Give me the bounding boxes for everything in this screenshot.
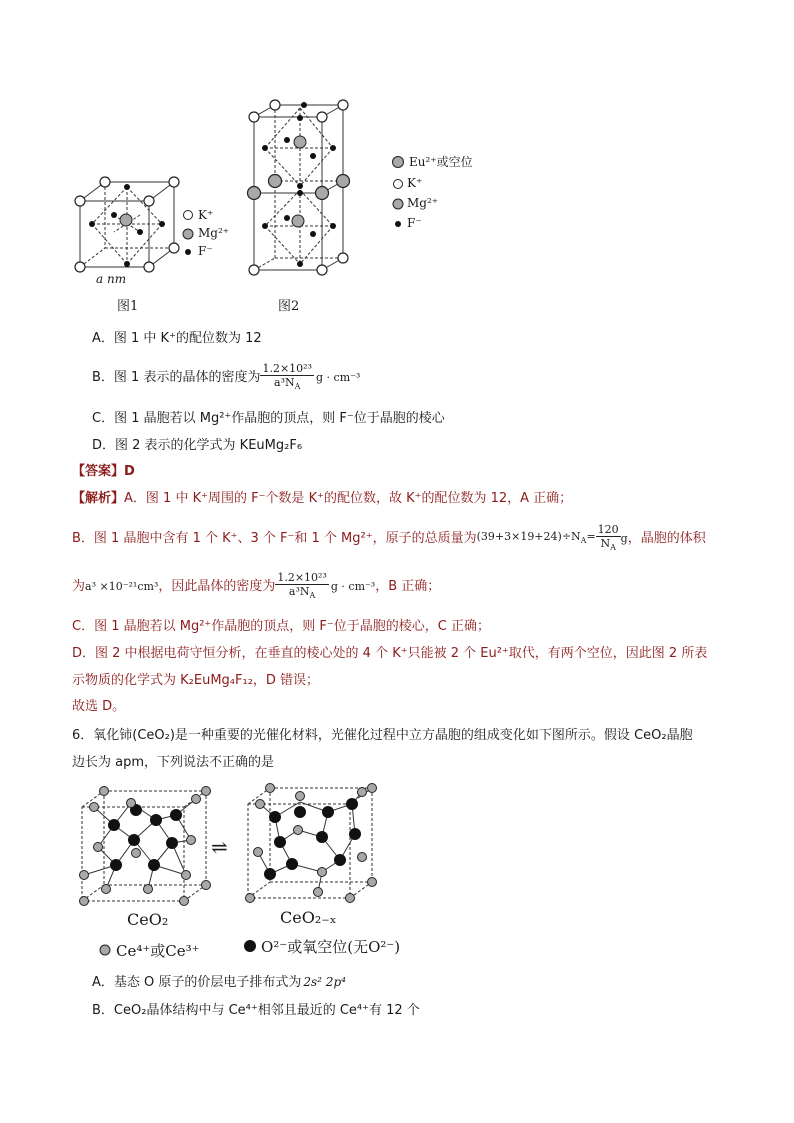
analysis-b2-volume: a³ ×10⁻²¹cm³ — [85, 580, 159, 593]
analysis-b1-denominator: N — [600, 537, 611, 551]
option-b-denominator-sub: A — [294, 382, 301, 392]
legend-k-label: K⁺ — [198, 208, 214, 222]
answer-line — [72, 463, 135, 481]
q6-option-a-config: 2s² 2p⁴ — [303, 975, 346, 989]
analysis-b1-fraction — [596, 523, 621, 554]
legend-eu-label: Eu²⁺或空位 — [409, 155, 473, 169]
answer-value: D — [124, 464, 135, 479]
figure-1-caption: 图1 — [117, 299, 139, 314]
analysis-b1-numerator: 120 — [597, 523, 619, 537]
analysis-b2-denominator-sub: A — [309, 591, 316, 601]
q6-option-a — [92, 973, 346, 992]
option-b-fraction — [260, 362, 314, 393]
legend-mg-label: Mg²⁺ — [198, 226, 230, 240]
analysis-line-b1 — [72, 520, 706, 558]
option-b — [92, 358, 360, 398]
equilibrium-arrow: ⇌ — [211, 835, 228, 859]
analysis-b1-unit: g — [620, 532, 628, 545]
figure-2-crystal-cell — [245, 98, 360, 278]
figure-2-legend — [391, 154, 491, 236]
analysis-line-d2: 示物质的化学式为 K₂EuMg₄F₁₂，D 错误； — [72, 673, 320, 688]
figure-2-caption: 图2 — [278, 299, 300, 314]
ce-legend — [98, 938, 200, 962]
analysis-b2-numerator: 1.2×10²³ — [277, 571, 327, 585]
analysis-a-text: A．图 1 中 K⁺周围的 F⁻个数是 K⁺的配位数，故 K⁺的配位数为 12，A 正确； — [124, 491, 573, 506]
analysis-b1-expr-sub: A — [580, 536, 587, 546]
analysis-line-d1: D．图 2 中根据电荷守恒分析，在垂直的棱心处的 4 个 K⁺只能被 2 个 Eu²⁺取代，有两个空位，因此图 2 所表 — [72, 646, 708, 661]
figure-1-edge-label: a nm — [96, 272, 127, 286]
analysis-b2-prefix: 为 — [72, 579, 86, 594]
analysis-b2-unit: g · cm⁻³ — [330, 580, 376, 593]
figure-1-legend — [182, 208, 242, 262]
analysis-b1-expr-wrap — [477, 528, 596, 550]
legend-k2-label: K⁺ — [407, 176, 423, 190]
analysis-line-b2 — [72, 568, 440, 606]
analysis-b2-mid: ，因此晶体的密度为 — [158, 579, 276, 594]
analysis-b1-expr: (39+3×19+24)÷N — [476, 529, 581, 543]
option-d: D．图 2 表示的化学式为 KEuMg₂F₆ — [92, 438, 303, 453]
ceo2-label: CeO₂ — [127, 910, 169, 929]
legend-mg2-label: Mg²⁺ — [407, 196, 439, 210]
ceo2-x-crystal-cell — [240, 782, 380, 902]
option-c: C．图 1 晶胞若以 Mg²⁺作晶胞的顶点，则 F⁻位于晶胞的棱心 — [92, 411, 445, 426]
o-legend-label: O²⁻或氧空位(无O²⁻) — [261, 937, 401, 956]
legend-f2-label: F⁻ — [407, 216, 422, 230]
q6-stem-line-1: 6．氧化铈(CeO₂)是一种重要的光催化材料，光催化过程中立方晶胞的组成变化如下图所示。假设 CeO₂晶胞 — [72, 728, 693, 743]
analysis-b1-denominator-sub: A — [610, 543, 616, 553]
analysis-b1-eq: = — [586, 529, 596, 543]
legend-f-label: F⁻ — [198, 244, 213, 258]
option-b-denominator: a³N — [274, 376, 295, 390]
q6-option-a-prefix: A．基态 O 原子的价层电子排布式为 — [92, 975, 302, 990]
option-b-numerator: 1.2×10²³ — [262, 362, 312, 376]
option-a: A．图 1 中 K⁺的配位数为 12 — [92, 331, 262, 346]
q6-stem-line-2: 边长为 apm，下列说法不正确的是 — [72, 755, 275, 770]
q6-option-b: B．CeO₂晶体结构中与 Ce⁴⁺相邻且最近的 Ce⁴⁺有 12 个 — [92, 1003, 420, 1018]
analysis-b2-fraction — [275, 571, 329, 602]
analysis-line-a — [72, 490, 572, 508]
figure-1-crystal-cell — [70, 170, 190, 280]
analysis-label: 【解析】 — [72, 491, 125, 506]
analysis-conclusion: 故选 D。 — [72, 699, 126, 714]
analysis-b2-suffix: ，B 正确； — [375, 579, 441, 594]
option-b-unit: g · cm⁻³ — [316, 371, 361, 384]
analysis-b1-prefix: B．图 1 晶胞中含有 1 个 K⁺、3 个 F⁻和 1 个 Mg²⁺，原子的总质量为 — [72, 531, 477, 546]
option-b-prefix: B．图 1 表示的晶体的密度为 — [92, 370, 261, 385]
analysis-b1-suffix: ，晶胞的体积 — [627, 531, 706, 546]
answer-label: 【答案】 — [72, 464, 125, 479]
analysis-b2-denominator: a³N — [288, 585, 310, 599]
ce-legend-label: Ce⁴⁺或Ce³⁺ — [116, 941, 200, 960]
o-legend — [243, 934, 400, 958]
analysis-line-c: C．图 1 晶胞若以 Mg²⁺作晶胞的顶点，则 F⁻位于晶胞的棱心，C 正确； — [72, 619, 490, 634]
ceo2-x-label: CeO₂₋ₓ — [280, 908, 337, 927]
ceo2-crystal-cell — [76, 785, 216, 905]
